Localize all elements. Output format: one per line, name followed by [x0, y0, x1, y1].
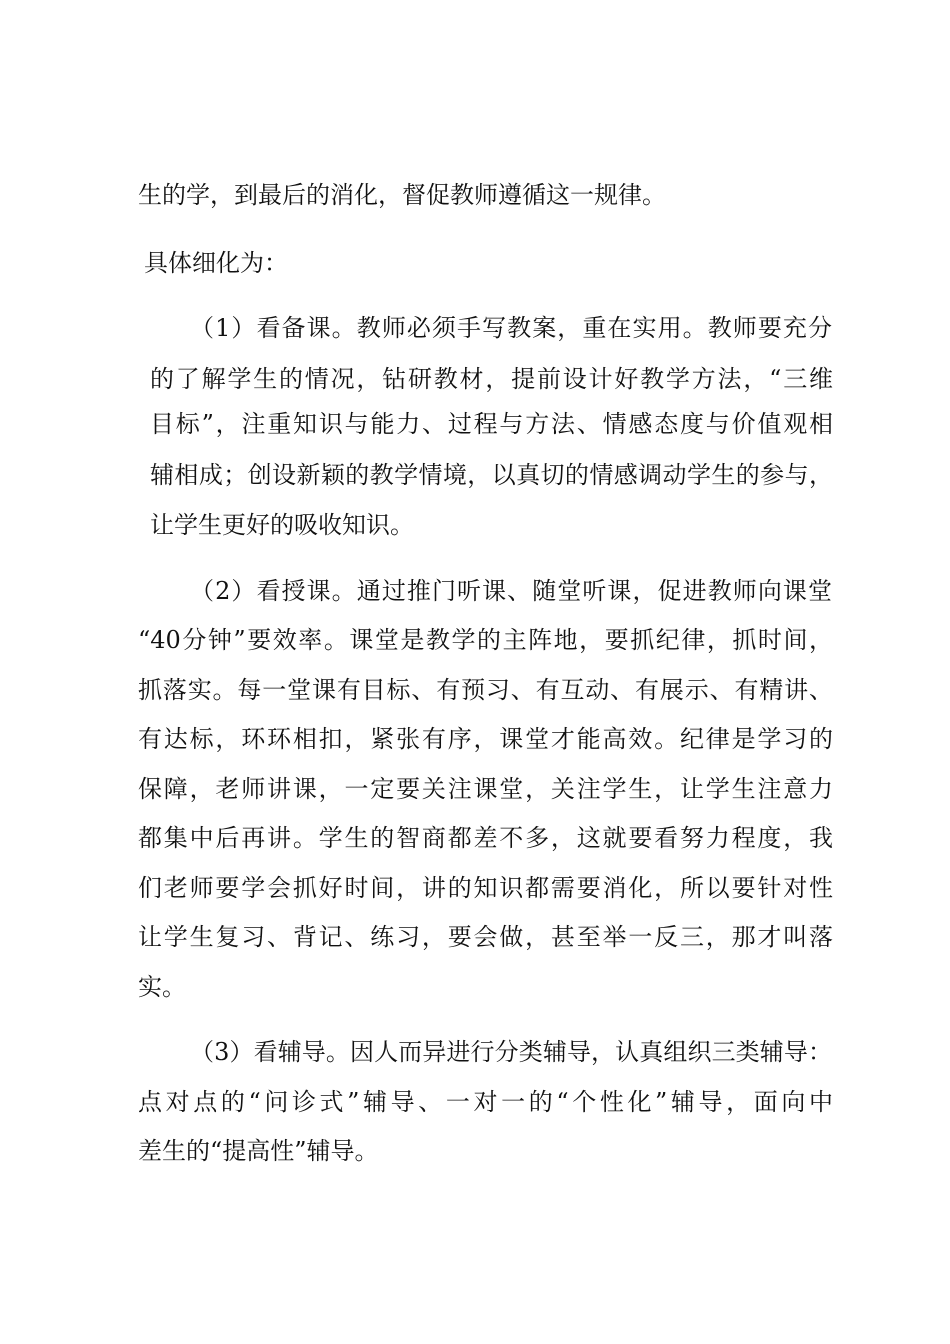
text-line: 点对点的“问诊式”辅导、一对一的“个性化”辅导，面向中 — [138, 1088, 833, 1116]
text-line: 具体细化为： — [144, 249, 288, 277]
text-line: “40分钟”要效率。课堂是教学的主阵地，要抓纪律，抓时间， — [138, 626, 833, 654]
text-line: 有达标，环环相扣，紧张有序，课堂才能高效。纪律是学习的 — [138, 725, 833, 753]
text-line: 让学生更好的吸收知识。 — [150, 511, 414, 539]
text-line: 们老师要学会抓好时间，讲的知识都需要消化，所以要针对性 — [138, 874, 833, 902]
text-line: 抓落实。每一堂课有目标、有预习、有互动、有展示、有精讲、 — [138, 676, 833, 704]
text-line: 辅相成；创设新颖的教学情境，以真切的情感调动学生的参与， — [150, 461, 833, 489]
text-line: 生的学，到最后的消化，督促教师遵循这一规律。 — [138, 181, 666, 209]
text-line: （2）看授课。通过推门听课、随堂听课，促进教师向课堂 — [190, 577, 832, 605]
text-line: 保障，老师讲课，一定要关注课堂，关注学生，让学生注意力 — [138, 775, 833, 803]
text-line: 目标”，注重知识与能力、过程与方法、情感态度与价值观相 — [150, 410, 833, 438]
text-line: 让学生复习、背记、练习，要会做，甚至举一反三，那才叫落 — [138, 923, 833, 951]
text-line: 差生的“提高性”辅导。 — [138, 1137, 379, 1165]
text-line: （1）看备课。教师必须手写教案，重在实用。教师要充分 — [190, 314, 832, 342]
text-line: 都集中后再讲。学生的智商都差不多，这就要看努力程度，我 — [138, 824, 833, 852]
text-line: 实。 — [138, 973, 186, 1001]
text-line: 的了解学生的情况，钻研教材，提前设计好教学方法，“三维 — [150, 365, 833, 393]
text-line: （3）看辅导。因人而异进行分类辅导，认真组织三类辅导： — [190, 1038, 832, 1066]
